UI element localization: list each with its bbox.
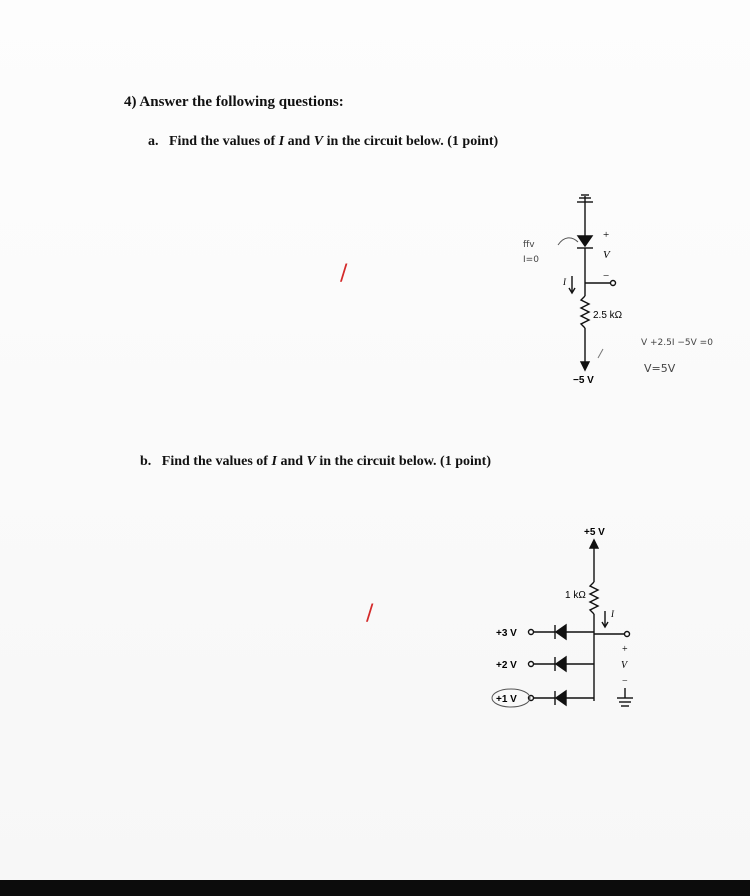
part-b-var-v: V xyxy=(306,454,316,469)
handwritten-note-ffv: ffv xyxy=(523,240,535,250)
question-title: 4) Answer the following questions: xyxy=(124,94,344,110)
circuit-b xyxy=(529,540,634,706)
diode-b-1v xyxy=(556,691,566,705)
part-a-label: a. xyxy=(148,134,159,149)
circuit-a-supply-label: −5 V xyxy=(573,375,594,386)
ground-symbol-top xyxy=(577,195,593,215)
diode-a xyxy=(577,215,593,248)
part-b-label: b. xyxy=(140,454,152,469)
part-b-text-after: in the circuit below. (1 point) xyxy=(319,454,491,469)
part-a-text-and: and xyxy=(287,134,311,149)
bottom-edge-bar xyxy=(0,880,750,896)
circuit-b-resistor-label: 1 kΩ xyxy=(565,590,586,601)
ground-symbol-b xyxy=(617,688,633,706)
part-b-text-and: and xyxy=(280,454,304,469)
part-b-var-i: I xyxy=(271,454,277,469)
part-a-var-v: V xyxy=(313,134,324,149)
circuit-a-resistor-label: 2.5 kΩ xyxy=(593,310,623,321)
part-a-text-after: in the circuit below. (1 point) xyxy=(326,134,499,149)
part-b-text-before: Find the values of xyxy=(161,454,268,469)
circuit-b-supply-label: +5 V xyxy=(584,527,605,538)
circuit-b-input-3v: +3 V xyxy=(496,628,517,639)
resistor-b xyxy=(590,582,598,614)
circuit-b-minus: − xyxy=(622,676,628,687)
handwritten-check xyxy=(598,349,603,358)
supply-arrow-b xyxy=(590,540,598,548)
resistor-a xyxy=(581,296,589,328)
handwritten-equation: V +2.5I −5V =0 xyxy=(641,338,713,348)
part-a-text-before: Find the values of xyxy=(169,134,276,149)
circuit-b-input-2v: +2 V xyxy=(496,660,517,671)
red-mark-a: / xyxy=(340,261,348,286)
part-a-var-i: I xyxy=(278,134,285,149)
circuit-a-minus: − xyxy=(603,270,610,282)
handwritten-curve xyxy=(558,238,578,245)
diode-b-2v xyxy=(556,657,566,671)
circuit-a-plus: + xyxy=(603,229,610,241)
supply-arrow-a xyxy=(581,362,589,370)
red-mark-b: / xyxy=(366,601,374,626)
circuit-b-v: V xyxy=(621,660,628,671)
circuit-b-current-label: I xyxy=(611,609,614,619)
circuit-a xyxy=(569,195,616,370)
handwritten-note-i-zero: I=0 xyxy=(523,255,539,265)
circuit-a-v: V xyxy=(603,249,610,261)
circuit-b-plus: + xyxy=(622,644,628,655)
circuit-a-current-label: I xyxy=(563,277,566,287)
diode-b-3v xyxy=(556,625,566,639)
handwritten-answer: V=5V xyxy=(644,362,676,375)
circuit-b-input-1v: +1 V xyxy=(496,694,517,705)
